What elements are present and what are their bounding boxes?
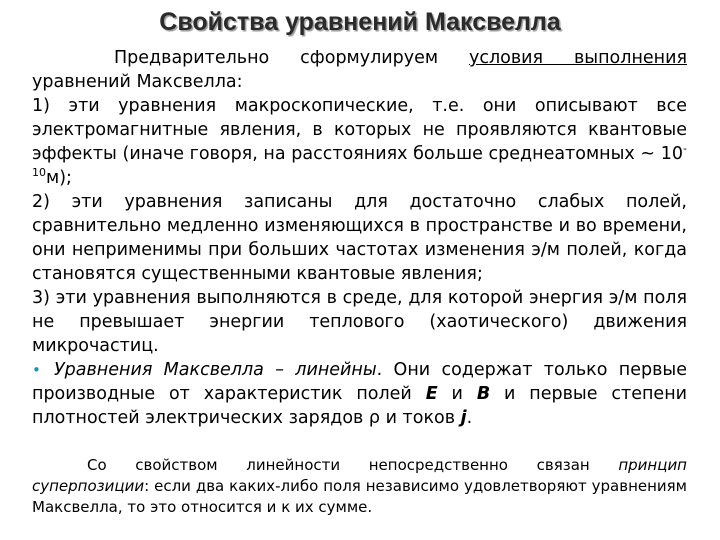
current-j: j	[460, 408, 467, 428]
bullet-icon: •	[32, 361, 41, 379]
condition-1-tail: м);	[46, 168, 72, 188]
field-e: E	[425, 384, 438, 404]
intro-text-end: уравнений Максвелла:	[32, 72, 243, 92]
linearity-text-2: и первые степени плотностей электрических зарядов ρ и токов	[32, 384, 688, 428]
intro-underlined: условия выполнения	[469, 48, 687, 68]
condition-1-text: 1) эти уравнения макроскопические, т.е. они описывают все электромагнитные явления, в которых не проявляются квантовые эффекты (иначе говоря, на расстояниях больше среднеатомных ~ 10	[32, 96, 687, 164]
intro-text: Предварительно сформулируем	[114, 48, 469, 68]
superposition-paragraph	[32, 455, 687, 518]
superposition-text: Со свойством линейности непосредственно связан	[87, 456, 619, 474]
intro-paragraph	[32, 46, 687, 94]
page-title: Свойства уравнений Максвелла	[159, 8, 561, 36]
superposition-text-block	[32, 455, 687, 518]
field-b: B	[476, 384, 491, 404]
linearity-text: . Они содержат только первые производные от характеристик полей	[32, 360, 687, 404]
superposition-italic: принцип суперпозиции	[32, 456, 687, 495]
condition-2: 2) эти уравнения записаны для достаточно слабых полей, сравнительно медленно изменяющихся в пространстве и во времени, они неприменимы при больших частотах изменения э/м полей, когда становятся существенными квантовые явления;	[32, 192, 687, 284]
main-content	[32, 46, 687, 430]
and-text: и	[437, 384, 477, 404]
condition-1	[32, 94, 687, 190]
linearity-end: .	[466, 408, 473, 428]
condition-1-exponent: -10	[32, 142, 687, 180]
condition-3: 3) эти уравнения выполняются в среде, для которой энергия э/м поля не превышает энергии теплового (хаотического) движения микрочастиц.	[32, 288, 687, 356]
linearity-italic: Уравнения Максвелла – линейны	[54, 360, 377, 380]
superposition-text-end: : если два каких-либо поля независимо удовлетворяют уравнениям Максвелла, то это относится и к их сумме.	[32, 477, 687, 516]
linearity-bullet	[32, 358, 687, 430]
